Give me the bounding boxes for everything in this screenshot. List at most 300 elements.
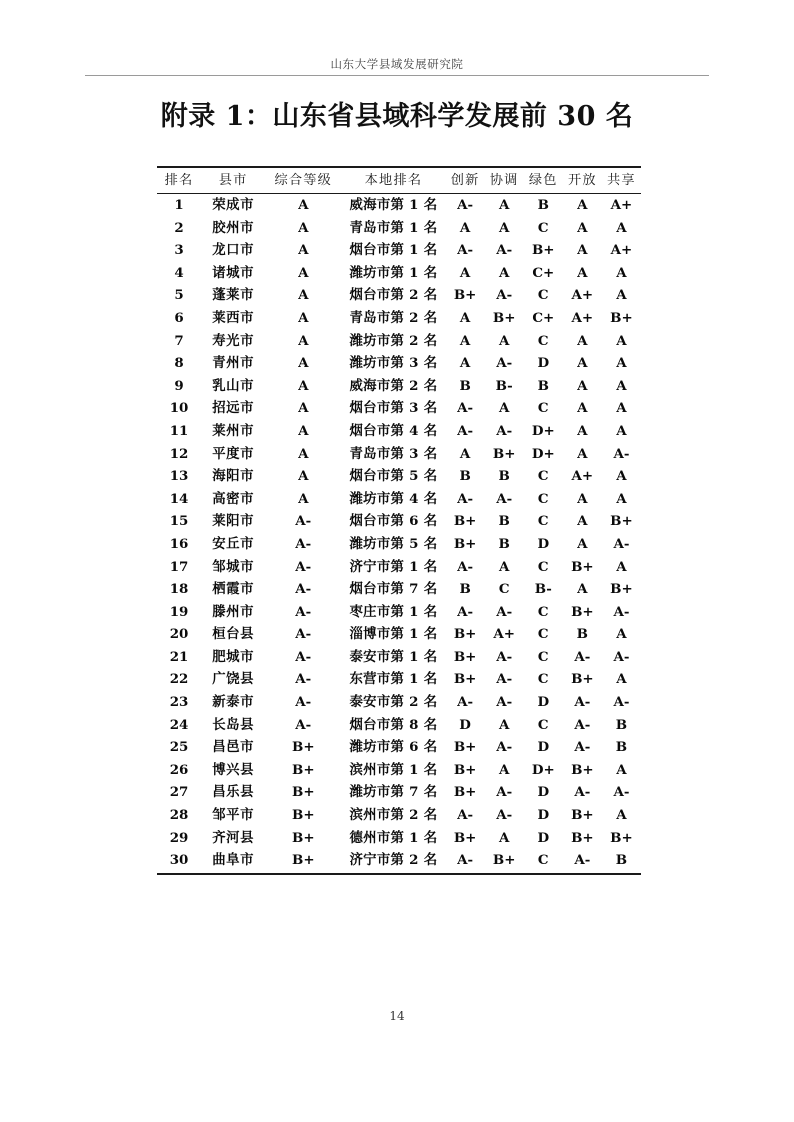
cell-rank: 10 xyxy=(169,400,189,417)
table-row xyxy=(157,668,641,691)
cell-openness: A- xyxy=(563,849,602,874)
cell-coordination: A- xyxy=(496,648,513,665)
cell-local-rank: 青岛市第 2 名 xyxy=(349,309,438,326)
cell-local-rank: 潍坊市第 4 名 xyxy=(349,490,438,507)
cell-openness: A- xyxy=(574,694,591,711)
cell-county: 招远市 xyxy=(212,400,254,417)
cell-county: 长岛县 xyxy=(212,716,254,733)
cell-overall-grade: A xyxy=(298,197,309,213)
table-row xyxy=(157,510,641,533)
cell-innovation: A xyxy=(459,355,471,372)
cell-overall-grade: A- xyxy=(295,513,312,530)
cell-county: 滕州市 xyxy=(212,603,254,620)
cell-overall-grade: A xyxy=(298,242,309,259)
cell-rank: 30 xyxy=(157,849,201,874)
cell-openness: A xyxy=(577,535,588,552)
table-row xyxy=(157,262,641,285)
cell-sharing: A xyxy=(616,332,627,349)
cell-local-rank: 烟台市第 2 名 xyxy=(349,287,438,304)
cell-local-rank: 济宁市第 1 名 xyxy=(349,558,438,575)
cell-innovation: A xyxy=(459,219,471,236)
cell-green: B xyxy=(537,377,549,394)
cell-innovation: A- xyxy=(457,400,474,417)
table-row xyxy=(157,714,641,737)
cell-rank: 11 xyxy=(169,422,189,439)
cell-overall-grade: A- xyxy=(295,716,312,733)
cell-openness: A+ xyxy=(571,287,594,304)
cell-county: 昌邑市 xyxy=(212,739,254,756)
cell-sharing: A xyxy=(616,355,627,372)
cell-local-rank: 烟台市第 5 名 xyxy=(349,468,438,485)
table-row xyxy=(157,759,641,782)
cell-rank: 1 xyxy=(174,197,184,213)
cell-innovation: A xyxy=(459,332,471,349)
cell-local-rank: 潍坊市第 1 名 xyxy=(349,264,438,281)
cell-green: B+ xyxy=(531,242,555,259)
cell-green: D+ xyxy=(531,445,555,462)
cell-openness: A+ xyxy=(571,468,594,485)
cell-openness: A xyxy=(577,581,588,598)
page-running-header xyxy=(85,56,709,76)
cell-rank: 4 xyxy=(174,264,184,281)
cell-overall-grade: B+ xyxy=(265,849,341,874)
cell-sharing: A xyxy=(616,377,627,394)
cell-innovation: A- xyxy=(457,490,474,507)
cell-innovation: B+ xyxy=(453,829,477,846)
cell-rank: 20 xyxy=(169,626,189,643)
cell-sharing: A- xyxy=(613,694,630,711)
cell-county: 莱西市 xyxy=(212,309,254,326)
column-header-openness: 开放 xyxy=(563,167,602,194)
column-header-overall-grade: 综合等级 xyxy=(265,167,341,194)
cell-rank: 13 xyxy=(169,468,189,485)
cell-county: 寿光市 xyxy=(212,332,254,349)
cell-coordination: A- xyxy=(496,355,513,372)
cell-coordination: A- xyxy=(496,603,513,620)
running-head-text: 山东大学县域发展研究院 xyxy=(330,57,464,71)
cell-green: C xyxy=(537,558,549,575)
cell-coordination: A- xyxy=(496,490,513,507)
cell-green: D xyxy=(537,829,550,846)
column-header-green: 绿色 xyxy=(524,167,563,194)
column-header-sharing: 共享 xyxy=(602,167,641,194)
cell-green: D xyxy=(537,694,550,711)
cell-green: D xyxy=(537,355,550,372)
cell-innovation: B+ xyxy=(453,784,477,801)
column-header-local-rank: 本地排名 xyxy=(341,167,445,194)
cell-sharing: A xyxy=(616,761,627,778)
table-row xyxy=(157,352,641,375)
cell-innovation: B+ xyxy=(453,648,477,665)
cell-county: 栖霞市 xyxy=(212,581,254,598)
column-header-coordination: 协调 xyxy=(485,167,524,194)
cell-overall-grade: A- xyxy=(295,558,312,575)
cell-overall-grade: B+ xyxy=(292,784,315,801)
table-row xyxy=(157,556,641,579)
table-row xyxy=(157,330,641,353)
table-row xyxy=(157,578,641,601)
table-row xyxy=(157,397,641,420)
table-row xyxy=(157,420,641,443)
cell-innovation: A- xyxy=(457,603,474,620)
cell-innovation: B+ xyxy=(453,626,477,643)
cell-coordination: A- xyxy=(496,807,513,824)
cell-rank: 24 xyxy=(169,716,189,733)
cell-green: D xyxy=(537,807,550,824)
cell-green: B- xyxy=(534,581,552,598)
table-row xyxy=(157,736,641,759)
column-header-county: 县市 xyxy=(201,167,265,194)
table-row xyxy=(157,239,641,262)
table-row xyxy=(157,375,641,398)
cell-rank: 16 xyxy=(169,535,189,552)
cell-sharing: A- xyxy=(613,603,630,620)
cell-overall-grade: A xyxy=(298,422,309,439)
cell-local-rank: 东营市第 1 名 xyxy=(349,671,438,688)
ranking-table xyxy=(157,166,641,875)
cell-innovation: A- xyxy=(457,242,474,259)
page-title: 附录 1：山东省县域科学发展前 30 名 xyxy=(160,101,634,132)
cell-sharing: A xyxy=(616,287,627,304)
cell-sharing: A- xyxy=(613,648,630,665)
cell-local-rank: 滨州市第 2 名 xyxy=(349,807,438,824)
cell-overall-grade: A- xyxy=(295,581,312,598)
table-header-row xyxy=(157,167,641,194)
cell-rank: 6 xyxy=(174,309,184,326)
cell-rank: 28 xyxy=(169,807,189,824)
cell-green: C xyxy=(537,219,549,236)
table-row xyxy=(157,601,641,624)
cell-rank: 19 xyxy=(169,603,189,620)
cell-county: 诸城市 xyxy=(212,264,254,281)
cell-rank: 3 xyxy=(174,242,184,259)
cell-openness: A- xyxy=(574,739,591,756)
cell-innovation: B xyxy=(459,468,471,485)
cell-green: D xyxy=(537,784,550,801)
cell-coordination: A xyxy=(498,761,510,778)
cell-rank: 21 xyxy=(169,648,189,665)
cell-local-rank: 枣庄市第 1 名 xyxy=(349,603,438,620)
cell-green: D+ xyxy=(531,422,555,439)
cell-coordination: A- xyxy=(496,671,513,688)
cell-coordination: A- xyxy=(496,694,513,711)
cell-openness: A xyxy=(577,355,588,372)
cell-county: 高密市 xyxy=(212,490,254,507)
table-row xyxy=(157,804,641,827)
cell-county: 邹城市 xyxy=(212,558,254,575)
cell-county: 新泰市 xyxy=(212,694,254,711)
cell-coordination: A xyxy=(498,219,510,236)
cell-rank: 29 xyxy=(169,829,189,846)
cell-coordination: C xyxy=(498,581,510,598)
cell-openness: A xyxy=(577,242,588,259)
cell-county: 齐河县 xyxy=(212,829,254,846)
cell-local-rank: 淄博市第 1 名 xyxy=(349,626,438,643)
cell-sharing: A- xyxy=(613,535,630,552)
cell-openness: A xyxy=(577,377,588,394)
cell-coordination: A- xyxy=(496,242,513,259)
cell-local-rank: 济宁市第 2 名 xyxy=(341,849,445,874)
cell-coordination: A- xyxy=(496,422,513,439)
cell-innovation: A- xyxy=(457,807,474,824)
cell-openness: A xyxy=(577,332,588,349)
column-header-innovation: 创新 xyxy=(446,167,485,194)
cell-sharing: B+ xyxy=(610,581,633,598)
cell-sharing: A xyxy=(616,558,627,575)
cell-local-rank: 威海市第 2 名 xyxy=(349,377,438,394)
cell-local-rank: 青岛市第 3 名 xyxy=(349,445,438,462)
cell-green: D+ xyxy=(531,761,555,778)
cell-sharing: A xyxy=(616,468,627,485)
cell-local-rank: 烟台市第 7 名 xyxy=(349,581,438,598)
cell-sharing: A+ xyxy=(610,242,633,259)
cell-local-rank: 烟台市第 3 名 xyxy=(349,400,438,417)
table-row xyxy=(157,623,641,646)
cell-local-rank: 青岛市第 1 名 xyxy=(349,219,438,236)
cell-green: C xyxy=(537,626,549,643)
cell-sharing: A xyxy=(616,626,627,643)
cell-green: C xyxy=(537,468,549,485)
cell-openness: B+ xyxy=(571,671,594,688)
cell-innovation: B+ xyxy=(453,287,477,304)
table-row xyxy=(157,307,641,330)
cell-openness: B+ xyxy=(571,603,594,620)
cell-local-rank: 威海市第 1 名 xyxy=(349,197,438,213)
table-row xyxy=(157,646,641,669)
cell-sharing: A xyxy=(616,422,627,439)
cell-county: 广饶县 xyxy=(212,671,254,688)
cell-coordination: B- xyxy=(495,377,513,394)
cell-overall-grade: A xyxy=(298,377,309,394)
cell-innovation: A- xyxy=(446,849,485,874)
cell-overall-grade: A xyxy=(298,264,309,281)
cell-coordination: A xyxy=(498,400,510,417)
cell-coordination: B+ xyxy=(492,309,516,326)
cell-overall-grade: A- xyxy=(295,648,312,665)
cell-innovation: A- xyxy=(457,694,474,711)
cell-openness: A xyxy=(577,445,588,462)
cell-local-rank: 德州市第 1 名 xyxy=(349,829,438,846)
cell-rank: 8 xyxy=(174,355,184,372)
cell-green: C xyxy=(537,671,549,688)
cell-overall-grade: A xyxy=(298,400,309,417)
cell-sharing: A xyxy=(616,264,627,281)
cell-sharing: A xyxy=(616,807,627,824)
cell-openness: A- xyxy=(574,716,591,733)
cell-rank: 2 xyxy=(174,219,184,236)
cell-county: 荣成市 xyxy=(212,197,254,213)
cell-green: C xyxy=(537,400,549,417)
cell-openness: A xyxy=(577,400,588,417)
table-body xyxy=(157,194,641,875)
cell-local-rank: 泰安市第 1 名 xyxy=(349,648,438,665)
cell-rank: 5 xyxy=(174,287,184,304)
cell-innovation: A- xyxy=(457,422,474,439)
cell-coordination: B xyxy=(498,513,510,530)
cell-overall-grade: A xyxy=(298,355,309,372)
cell-sharing: B+ xyxy=(610,309,633,326)
cell-overall-grade: A xyxy=(298,332,309,349)
table-row xyxy=(157,284,641,307)
cell-local-rank: 潍坊市第 3 名 xyxy=(349,355,438,372)
cell-county: 海阳市 xyxy=(212,468,254,485)
cell-sharing: A- xyxy=(613,784,630,801)
cell-overall-grade: A xyxy=(298,309,309,326)
cell-innovation: A xyxy=(459,309,471,326)
cell-local-rank: 潍坊市第 5 名 xyxy=(349,535,438,552)
cell-coordination: A+ xyxy=(493,626,515,643)
cell-innovation: B+ xyxy=(453,535,477,552)
cell-overall-grade: A- xyxy=(295,535,312,552)
table-row xyxy=(157,194,641,217)
cell-innovation: D xyxy=(459,716,471,733)
cell-rank: 7 xyxy=(174,332,184,349)
cell-green: B xyxy=(537,197,549,213)
cell-rank: 15 xyxy=(169,513,189,530)
cell-overall-grade: A xyxy=(298,490,309,507)
cell-county: 邹平市 xyxy=(212,807,254,824)
cell-county: 莱阳市 xyxy=(212,513,254,530)
cell-innovation: A- xyxy=(457,197,474,213)
cell-coordination: B+ xyxy=(485,849,524,874)
cell-overall-grade: A- xyxy=(295,603,312,620)
cell-green: C+ xyxy=(532,309,555,326)
cell-county: 蓬莱市 xyxy=(212,287,254,304)
cell-openness: B xyxy=(576,626,588,643)
cell-overall-grade: B+ xyxy=(292,829,315,846)
cell-local-rank: 潍坊市第 2 名 xyxy=(349,332,438,349)
cell-coordination: A- xyxy=(496,784,513,801)
cell-rank: 14 xyxy=(169,490,189,507)
cell-innovation: B+ xyxy=(453,513,477,530)
cell-sharing: A- xyxy=(613,445,630,462)
table-row xyxy=(157,691,641,714)
table-row xyxy=(157,533,641,556)
cell-openness: A- xyxy=(574,648,591,665)
cell-coordination: A xyxy=(498,558,510,575)
cell-green: C xyxy=(537,332,549,349)
cell-county: 桓台县 xyxy=(212,626,254,643)
cell-overall-grade: B+ xyxy=(292,761,315,778)
cell-green: D xyxy=(537,535,550,552)
cell-rank: 18 xyxy=(169,581,189,598)
cell-county: 龙口市 xyxy=(212,242,254,259)
cell-sharing: B+ xyxy=(610,829,633,846)
cell-coordination: B xyxy=(498,535,510,552)
cell-coordination: A xyxy=(498,332,510,349)
cell-coordination: A xyxy=(498,264,510,281)
column-header-rank: 排名 xyxy=(157,167,201,194)
cell-coordination: A- xyxy=(496,739,513,756)
cell-sharing: A xyxy=(616,490,627,507)
cell-green: C xyxy=(524,849,563,874)
cell-openness: A- xyxy=(574,784,591,801)
cell-local-rank: 潍坊市第 7 名 xyxy=(349,784,438,801)
cell-innovation: B xyxy=(459,581,471,598)
cell-innovation: A xyxy=(459,445,471,462)
cell-overall-grade: A xyxy=(298,219,309,236)
cell-local-rank: 滨州市第 1 名 xyxy=(349,761,438,778)
cell-openness: A xyxy=(577,490,588,507)
cell-overall-grade: A xyxy=(298,445,309,462)
cell-county: 莱州市 xyxy=(212,422,254,439)
cell-green: C xyxy=(537,648,549,665)
table-row xyxy=(157,217,641,240)
table-row xyxy=(157,465,641,488)
cell-openness: A xyxy=(577,264,588,281)
cell-coordination: A xyxy=(498,716,510,733)
cell-rank: 23 xyxy=(169,694,189,711)
cell-sharing: B+ xyxy=(610,513,633,530)
cell-green: C+ xyxy=(532,264,555,281)
table-row xyxy=(157,827,641,850)
cell-openness: B+ xyxy=(571,558,594,575)
cell-coordination: B+ xyxy=(492,445,516,462)
cell-rank: 17 xyxy=(169,558,189,575)
cell-county: 曲阜市 xyxy=(201,849,265,874)
cell-innovation: B+ xyxy=(453,761,477,778)
cell-overall-grade: A- xyxy=(295,694,312,711)
cell-county: 博兴县 xyxy=(212,761,254,778)
cell-county: 肥城市 xyxy=(212,648,254,665)
table-row xyxy=(157,781,641,804)
cell-openness: B+ xyxy=(571,807,594,824)
table-row xyxy=(157,488,641,511)
cell-overall-grade: B+ xyxy=(292,739,315,756)
cell-coordination: B xyxy=(498,468,510,485)
cell-innovation: A- xyxy=(457,558,474,575)
cell-openness: A xyxy=(577,197,588,213)
cell-innovation: B+ xyxy=(453,739,477,756)
cell-openness: A xyxy=(577,513,588,530)
cell-sharing: A xyxy=(616,671,627,688)
cell-green: C xyxy=(537,716,549,733)
cell-rank: 12 xyxy=(169,445,189,462)
table-row xyxy=(157,849,641,874)
cell-overall-grade: A- xyxy=(295,671,312,688)
cell-innovation: A xyxy=(459,264,471,281)
cell-rank: 26 xyxy=(169,761,189,778)
table-head xyxy=(157,167,641,194)
cell-local-rank: 泰安市第 2 名 xyxy=(349,694,438,711)
table-row xyxy=(157,443,641,466)
cell-openness: A+ xyxy=(571,309,594,326)
cell-openness: B+ xyxy=(571,761,594,778)
cell-green: C xyxy=(537,603,549,620)
cell-coordination: A- xyxy=(496,287,513,304)
cell-county: 胶州市 xyxy=(212,219,254,236)
cell-sharing: B xyxy=(615,716,628,733)
cell-coordination: A xyxy=(498,197,510,213)
cell-openness: B+ xyxy=(571,829,594,846)
cell-openness: A xyxy=(577,219,588,236)
cell-local-rank: 烟台市第 6 名 xyxy=(349,513,438,530)
cell-county: 平度市 xyxy=(212,445,254,462)
cell-innovation: B+ xyxy=(453,671,477,688)
cell-openness: A xyxy=(577,422,588,439)
cell-green: C xyxy=(537,513,549,530)
cell-sharing: A+ xyxy=(610,197,633,213)
cell-local-rank: 烟台市第 1 名 xyxy=(349,242,438,259)
cell-overall-grade: A xyxy=(298,468,309,485)
cell-sharing: A xyxy=(616,400,627,417)
page-number: 14 xyxy=(389,1009,405,1023)
cell-county: 乳山市 xyxy=(212,377,254,394)
header-divider-rule xyxy=(85,75,709,76)
cell-sharing: B xyxy=(602,849,641,874)
cell-green: C xyxy=(537,490,549,507)
cell-overall-grade: A xyxy=(298,287,309,304)
